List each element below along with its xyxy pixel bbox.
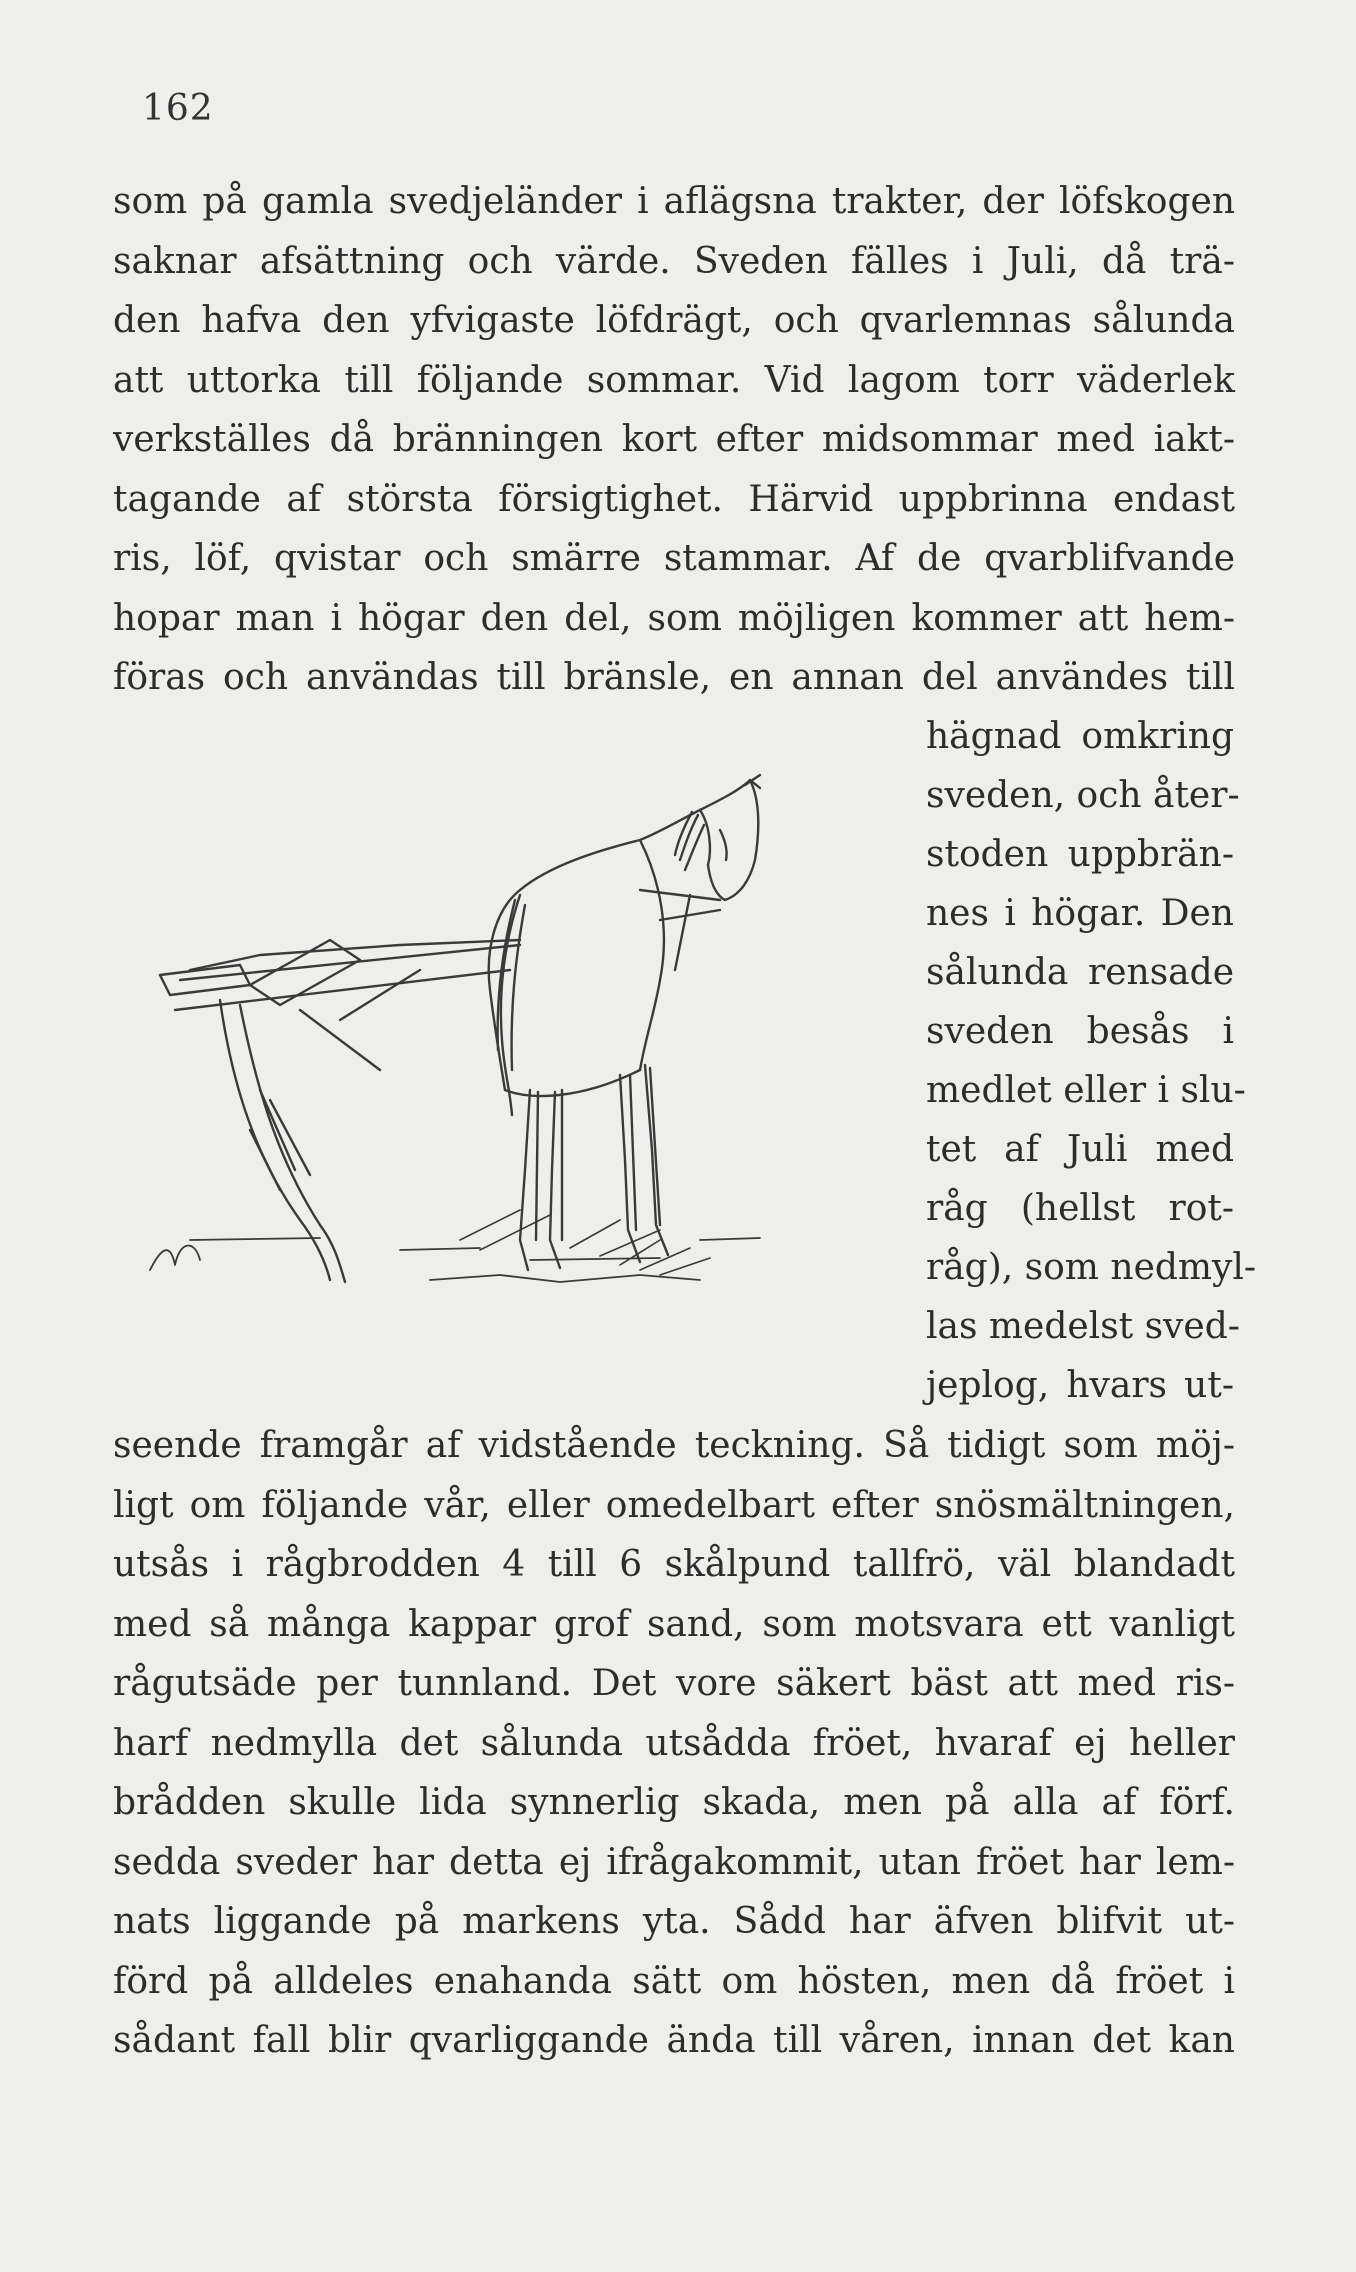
text-line-side: sålunda rensade [926, 952, 1234, 993]
text-line-side: nes i högar. Den [926, 893, 1234, 934]
text-line: saknar afsättning och värde. Sveden fälles i Juli, då trä- [113, 241, 1235, 282]
text-line: med så många kappar grof sand, som motsvara ett vanligt [113, 1604, 1235, 1645]
page-number: 162 [142, 88, 214, 129]
text-line: sådant fall blir qvarliggande ända till våren, innan det kan [113, 2020, 1235, 2061]
text-line-side: tet af Juli med [926, 1129, 1234, 1170]
text-line-side: hägnad omkring [926, 716, 1234, 757]
text-line: sedda sveder har detta ej ifrågakommit, utan fröet har lem- [113, 1842, 1235, 1883]
text-line: verkställes då bränningen kort efter midsommar med iakt- [113, 419, 1235, 460]
text-line-side: stoden uppbrän- [926, 834, 1234, 875]
horse-plough-illustration [100, 770, 920, 1350]
text-line: ligt om följande vår, eller omedelbart efter snösmältningen, [113, 1485, 1235, 1526]
text-line: ris, löf, qvistar och smärre stammar. Af de qvarblifvande [113, 538, 1235, 579]
text-line: rågutsäde per tunnland. Det vore säkert bäst att med ris- [113, 1663, 1235, 1704]
text-line: brådden skulle lida synnerlig skada, men på alla af förf. [113, 1782, 1235, 1823]
text-line-side: medlet eller i slu- [926, 1070, 1246, 1111]
text-line: hopar man i högar den del, som möjligen kommer att hem- [113, 598, 1235, 639]
text-line: föras och användas till bränsle, en annan del användes till [113, 657, 1235, 698]
text-line: utsås i rågbrodden 4 till 6 skålpund tallfrö, väl blandadt [113, 1544, 1235, 1585]
text-line: harf nedmylla det sålunda utsådda fröet, hvaraf ej heller [113, 1723, 1235, 1764]
text-line: den hafva den yfvigaste löfdrägt, och qvarlemnas sålunda [113, 300, 1235, 341]
text-line: förd på alldeles enahanda sätt om hösten, men då fröet i [113, 1961, 1235, 2002]
text-line-side: jeplog, hvars ut- [926, 1365, 1234, 1406]
text-line: som på gamla svedjeländer i aflägsna trakter, der löfskogen [113, 181, 1235, 222]
text-line: nats liggande på markens yta. Sådd har äfven blifvit ut- [113, 1901, 1235, 1942]
text-line: tagande af största försigtighet. Härvid uppbrinna endast [113, 479, 1235, 520]
text-line-side: las medelst sved- [926, 1306, 1240, 1347]
text-line-side: råg (hellst rot- [926, 1188, 1234, 1229]
text-line-side: sveden, och åter- [926, 775, 1240, 816]
text-line: seende framgår af vidstående teckning. Så tidigt som möj- [113, 1425, 1235, 1466]
text-line: att uttorka till följande sommar. Vid lagom torr väderlek [113, 360, 1235, 401]
text-line-side: sveden besås i [926, 1011, 1234, 1052]
text-line-side: råg), som nedmyl- [926, 1247, 1257, 1288]
